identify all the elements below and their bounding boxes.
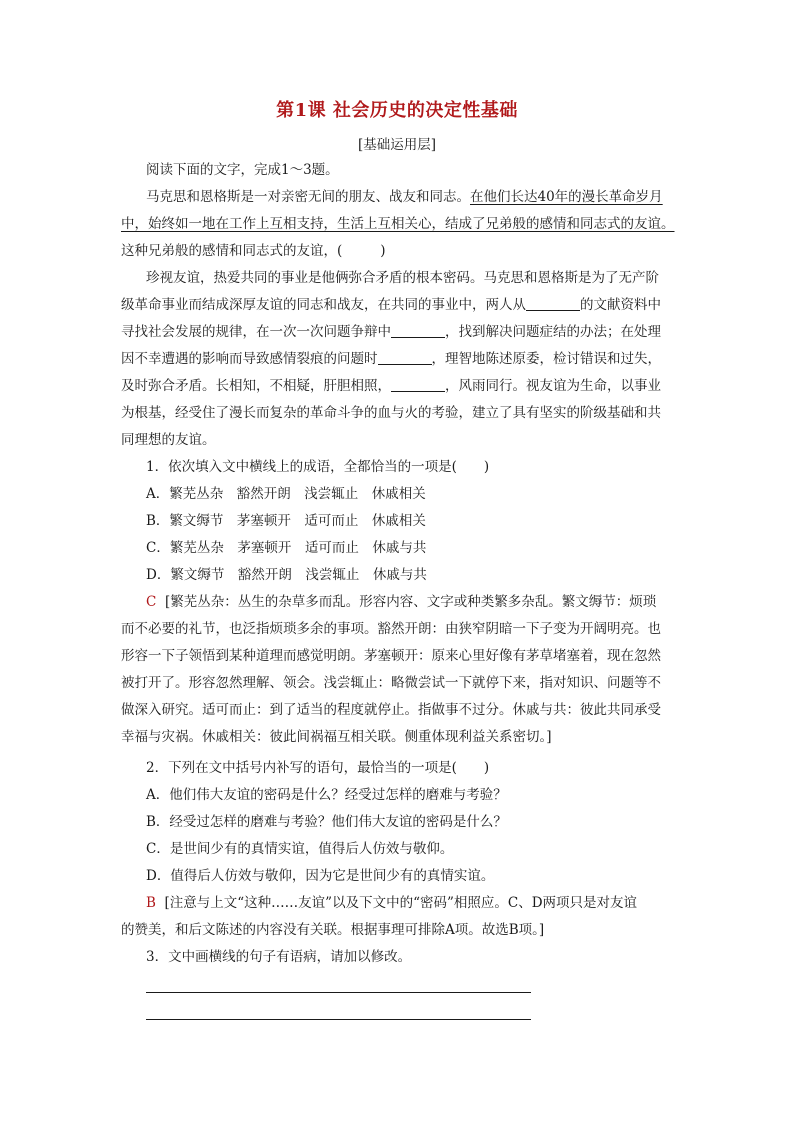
- option-a: A．繁芜丛杂 豁然开朗 浅尝辄止 休戚相关: [146, 486, 426, 502]
- question-stem: 2．下列在文中括号内补写的语句，最恰当的一项是( ): [146, 760, 490, 776]
- passage-text: 因不幸遭遇的影响而导致感情裂痕的问题时: [121, 351, 378, 367]
- explanation-line: 而不必要的礼节，也泛指烦琐多余的事项。豁然开朗：由狭窄阴暗一下子变为开阔明亮。也: [121, 621, 661, 637]
- passage-line: [146, 186, 706, 208]
- option-c: C．是世间少有的真情实谊，值得后人仿效与敬仰。: [146, 841, 454, 857]
- fill-blank: [378, 350, 432, 365]
- passage-text: 这种兄弟般的感情和同志式的友谊，(: [121, 243, 343, 259]
- explanation-line: 做深入研究。适可而止：到了适当的程度就停止。指做事不过分。休戚与共：彼此共同承受: [121, 702, 661, 718]
- passage-text: 寻找社会发展的规律，在一次一次问题争辩中: [121, 324, 391, 340]
- passage-text: 级革命事业而结成深厚友谊的同志和战友，在共同的事业中，两人从: [121, 297, 526, 313]
- passage-line: [121, 348, 681, 370]
- answer-letter: B: [146, 895, 156, 911]
- question-stem: 3．文中画横线的句子有语病，请加以修改。: [146, 949, 412, 965]
- explanation-line: 被打开了。形容忽然理解、领会。浅尝辄止：略微尝试一下就停下来，指对知识、问题等不: [121, 675, 661, 691]
- fill-blank: [391, 323, 445, 338]
- passage-line: 同理想的友谊。: [121, 432, 216, 448]
- option-d: D．值得后人仿效与敬仰，因为它是世间少有的真情实谊。: [146, 868, 495, 884]
- option-a: A．他们伟大友谊的密码是什么？经受过怎样的磨难与考验？: [146, 787, 507, 803]
- intro-text: 阅读下面的文字，完成1～3题。: [146, 162, 339, 178]
- passage-text: ，风雨同行。视友谊为生命，以事业: [445, 378, 661, 394]
- passage-line: 珍视友谊，热爱共同的事业是他俩弥合矛盾的根本密码。马克思和恩格斯是为了无产阶: [146, 270, 659, 286]
- passage-text: ，找到解决问题症结的办法；在处理: [445, 324, 661, 340]
- explanation-line: 幸福与灾祸。休戚相关：彼此间祸福互相关联。侧重体现利益关系密切。]: [121, 729, 552, 745]
- explanation-line: 形容一下子领悟到某种道理而感觉明朗。茅塞顿开：原来心里好像有茅草堵塞着，现在忽然: [121, 648, 661, 664]
- explanation-text: [注意与上文“这种……友谊”以及下文中的“密码”相照应。C、D两项只是对友谊: [164, 895, 638, 911]
- passage-text: 及时弥合矛盾。长相知，不相疑，肝胆相照，: [121, 378, 391, 394]
- answer-write-line[interactable]: [146, 1019, 531, 1020]
- passage-line: [121, 321, 681, 343]
- fill-blank: [391, 377, 445, 392]
- passage-line: [121, 375, 681, 397]
- passage-line: [121, 240, 681, 262]
- option-d: D．繁文缛节 豁然开朗 浅尝辄止 休戚与共: [146, 567, 427, 583]
- fill-blank: [526, 296, 580, 311]
- answer-letter: C: [146, 594, 157, 610]
- explanation-line: 的赞美，和后文陈述的内容没有关联。根据事理可排除A项。故选B项。]: [121, 922, 545, 938]
- passage-text: ): [380, 243, 386, 259]
- answer-explanation: [146, 892, 706, 914]
- page-title: 第1课 社会历史的决定性基础: [276, 100, 518, 121]
- option-c: C．繁芜丛杂 茅塞顿开 适可而止 休戚与共: [146, 540, 427, 556]
- passage-line: [121, 294, 681, 316]
- answer-explanation: [146, 591, 706, 613]
- explanation-text: [繁芜丛杂：丛生的杂草多而乱。形容内容、文字或种类繁多杂乱。繁文缛节：烦琐: [164, 594, 657, 610]
- passage-line: [121, 213, 681, 235]
- option-b: B．繁文缛节 茅塞顿开 适可而止 休戚相关: [146, 513, 426, 529]
- answer-write-line[interactable]: [146, 992, 531, 993]
- option-b: B．经受过怎样的磨难与考验？他们伟大友谊的密码是什么？: [146, 814, 507, 830]
- passage-line: 为根基，经受住了漫长而复杂的革命斗争的血与火的考验，建立了具有坚实的阶级基础和共: [121, 405, 661, 421]
- section-label: [基础运用层]: [357, 137, 437, 153]
- passage-text: ，理智地陈述原委，检讨错误和过失，: [431, 351, 661, 367]
- passage-text: 马克思和恩格斯是一对亲密无间的朋友、战友和同志。: [146, 189, 470, 205]
- question-stem: 1．依次填入文中横线上的成语，全都恰当的一项是( ): [146, 459, 490, 475]
- underlined-sentence: 在他们长达40年的漫长革命岁月: [470, 189, 663, 205]
- underlined-sentence: 中，始终如一地在工作上互相支持，生活上互相关心，结成了兄弟般的感情和同志式的友谊。: [121, 216, 675, 232]
- passage-text: 的文献资料中: [580, 297, 661, 313]
